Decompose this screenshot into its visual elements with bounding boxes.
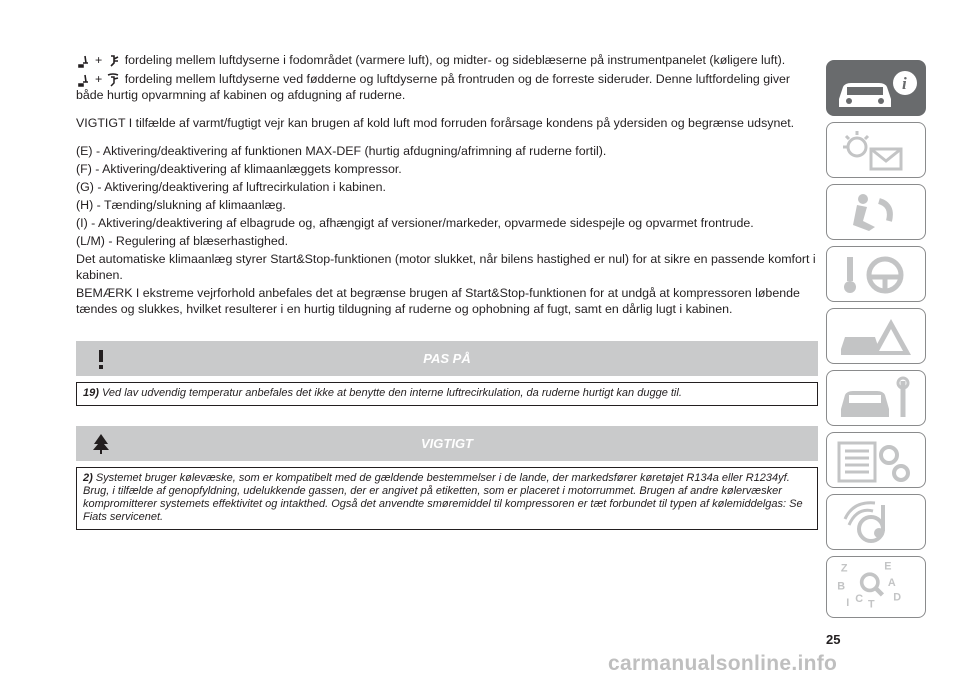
list-item: (L/M) - Regulering af blæserhastighed. bbox=[76, 234, 289, 248]
env-box-body: 2) Systemet bruger kølevæske, som er kompatibelt med de gældende bestemmelser i de lande, der markedsfører køretøjet R134a eller R1234yf. Brug, i tilfælde af genopfyldning, udelukkende gassen, der er angivet på etiketten, som er placeret i motorrummet. Brugen af andre kølervæsker kompromitterer systemets effektivitet og intakthed. Også det anvendte smøremiddel til kompressoren er tæt forbundet til typen af kølemiddelgas: Se Fiats servicenet. bbox=[76, 467, 818, 530]
feet-airflow-icon bbox=[77, 73, 91, 87]
airbag-seat-icon bbox=[827, 185, 927, 241]
footer-watermark: carmanualsonline.info bbox=[608, 652, 838, 675]
index-letter-d: D bbox=[893, 591, 902, 604]
tab-emergency[interactable] bbox=[826, 308, 926, 364]
tab-dashboard-lights[interactable] bbox=[826, 122, 926, 178]
index-letter-t: T bbox=[867, 598, 875, 611]
svg-text:i: i bbox=[902, 74, 907, 93]
chapter-tabs bbox=[826, 60, 928, 624]
index-letter-c: C bbox=[855, 593, 864, 606]
index-letter-e: E bbox=[884, 560, 892, 573]
tab-technical-data[interactable] bbox=[826, 432, 926, 488]
list-item: (H) - Tænding/slukning af klimaanlæg. bbox=[76, 198, 286, 212]
feet-airflow-icon bbox=[77, 54, 91, 68]
index-letter-i: I bbox=[846, 596, 850, 609]
index-letter-z: Z bbox=[840, 562, 848, 575]
tab-maintenance[interactable] bbox=[826, 370, 926, 426]
list-item: (G) - Aktivering/deaktivering af luftrecirkulation i kabinen. bbox=[76, 180, 386, 194]
car-maintenance-icon bbox=[827, 371, 927, 427]
list-item: (E) - Aktivering/deaktivering af funktionen MAX-DEF (hurtig afdugning/afrimning af ruderne fortil). bbox=[76, 144, 607, 158]
list-item: (F) - Aktivering/deaktivering af klimaanlæggets kompressor. bbox=[76, 162, 402, 176]
list-item: (I) - Aktivering/deaktivering af elbagrude og, afhængigt af versioner/markeder, opvarmede sidespejle og opvarmet frontrude. bbox=[76, 216, 754, 230]
multimedia-icon bbox=[827, 495, 927, 551]
index-letter-a: A bbox=[887, 576, 896, 589]
env-box-header bbox=[76, 426, 818, 461]
windshield-airflow-icon bbox=[106, 73, 120, 87]
tab-multimedia[interactable] bbox=[826, 494, 926, 550]
dashboard-lights-icon bbox=[827, 123, 927, 179]
tab-starting-driving[interactable] bbox=[826, 246, 926, 302]
warning-box-body: 19) Ved lav udvendig temperatur anbefales det ikke at benytte den interne luftrecirkulation, da ruderne hurtigt kan dugge til. bbox=[76, 382, 818, 406]
main-content bbox=[76, 52, 818, 530]
car-info-icon bbox=[827, 61, 927, 117]
emergency-triangle-icon bbox=[827, 309, 927, 365]
env-box-title: VIGTIGT bbox=[421, 436, 473, 451]
airflow-line-1: + fordeling mellem luftdyserne i fodområdet (varmere luft), og midter- og sideblæserne på instrumentpanelet (køligere luft). bbox=[76, 52, 818, 68]
page-number: 25 bbox=[826, 632, 841, 647]
technical-data-icon bbox=[827, 433, 927, 489]
face-airflow-icon bbox=[106, 54, 120, 68]
list-item: Det automatiske klimaanlæg styrer Start&Stop-funktionen (motor slukket, når bilens hastighed er nul) for at sikre en passende komfort i kabinen. bbox=[76, 252, 816, 282]
tab-index[interactable] bbox=[826, 556, 926, 618]
key-steering-icon bbox=[827, 247, 927, 303]
tab-safety[interactable] bbox=[826, 184, 926, 240]
vigtigt-paragraph: VIGTIGT I tilfælde af varmt/fugtigt vejr kan brugen af kold luft mod forruden forårsage kondens på ydersiden og begrænse udsynet. bbox=[76, 116, 795, 130]
tab-car-info[interactable] bbox=[826, 60, 926, 116]
airflow-line-2: + fordeling mellem luftdyserne ved fødderne og luftdyserne på frontruden og de forreste sideruder. Denne luftfordeling giver både hurtig opvarmning af kabinen og afdugning af ruderne. bbox=[76, 72, 791, 102]
index-letter-b: B bbox=[837, 580, 846, 593]
index-search-icon bbox=[827, 557, 927, 613]
warning-box-title: PAS PÅ bbox=[423, 351, 471, 366]
list-item: BEMÆRK I ekstreme vejrforhold anbefales det at begrænse brugen af Start&Stop-funktionen for at undgå at kompressoren løbende tændes og slukkes, hvilket resulterer i en hurtig tildugning af ruderne og ophobning af fugt, samt en dårlig lugt i kabinen. bbox=[76, 286, 800, 316]
warning-box-header bbox=[76, 341, 818, 376]
